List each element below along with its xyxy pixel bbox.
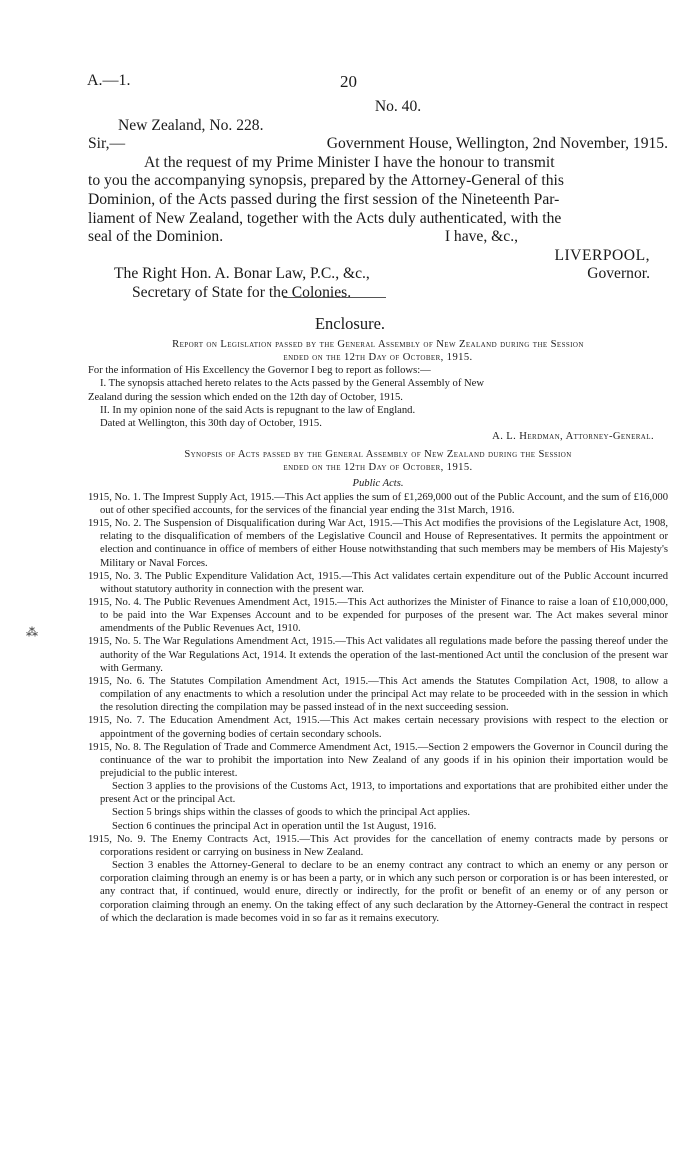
signatory-title: Governor. — [587, 265, 650, 283]
salutation: Sir,— — [88, 135, 126, 153]
report-dated: Dated at Wellington, this 30th day of October, 1915. — [100, 417, 322, 429]
report-point-cont: Zealand during the session which ended on the 12th day of October, 1915. — [88, 391, 403, 403]
salutation-row — [88, 135, 668, 154]
despatch-letter — [88, 98, 668, 303]
act-section: Section 3 applies to the provisions of the Customs Act, 1913, to importations and exportations that are prohibited either under the present Act or the principal Act. — [100, 781, 668, 806]
report-signature: A. L. Herdman, Attorney-General. — [492, 431, 654, 443]
addressee-row — [88, 265, 668, 284]
letter-body-line: Dominion, of the Acts passed during the first session of the Nineteenth Par- — [88, 190, 560, 208]
act-section: Section 5 brings ships within the classes of goods to which the principal Act applies. — [112, 807, 471, 819]
letter-body-line: At the request of my Prime Minister I have the honour to transmit — [144, 153, 555, 171]
section-divider — [283, 297, 386, 298]
act-entry: 1915, No. 4. The Public Revenues Amendment Act, 1915.—This Act authorizes the Minister of Finance to raise a loan of £10,000,000, to be paid into the War Expenses Account and to be expended for purposes of the present war. The Act makes several minor amendments of the Public Revenues Act, 1910. — [88, 596, 668, 635]
closing-row — [88, 228, 668, 247]
page-header-ref: A.—1. — [87, 72, 131, 89]
synopsis-title: Synopsis of Acts passed by the General Assembly of New Zealand during the Session — [184, 449, 572, 461]
despatch-number: No. 40. — [374, 98, 422, 115]
act-entry: 1915, No. 5. The War Regulations Amendment Act, 1915.—This Act validates all regulations made before the passing thereof under the authority of the War Regulations Act, 1914. It extends the operation of the last-mentioned Act until the conclusion of the present war with Germany. — [88, 636, 668, 674]
addressee-title: Secretary of State for the Colonies. — [132, 283, 352, 301]
act-section: Section 3 enables the Attorney-General to declare to be an enemy contract any contract to which an enemy or any person or corporation claiming through an enemy is or has been a party, or in which any such person or corporation is or has been interested, or any contract that, if continued, would enure, directly or indirectly, for the profit or benefit of an enemy or of any person or corporation claiming through an enemy. On the taking effect of any such declaration by the Attorney-General the contract in respect of which the declaration is made becomes void in so far as it remains executory. — [100, 860, 668, 924]
act-entry: 1915, No. 2. The Suspension of Disqualification during War Act, 1915.—This Act modifies the provisions of the Legislature Act, 1908, relating to the disqualification of members of the Legislative Council and House of Representatives. It permits the appointment or election and continuance in office of members of either House notwithstanding that such members may be members of His Majesty's Military or Naval Forces. — [88, 518, 668, 569]
enclosure-heading: Enclosure. — [314, 314, 386, 333]
act-entry: 1915, No. 9. The Enemy Contracts Act, 1915.—This Act provides for the cancellation of enemy contracts made by persons or corporations resident or carrying on business in New Zealand. — [88, 833, 668, 858]
act-entry: 1915, No. 7. The Education Amendment Act, 1915.—This Act makes certain necessary provisions with respect to the election or appointment of the governing bodies of certain secondary schools. — [88, 715, 668, 740]
despatch-origin: New Zealand, No. 228. — [118, 116, 264, 134]
report-point: I. The synopsis attached hereto relates to the Acts passed by the General Assembly of New — [100, 378, 485, 390]
signatory: LIVERPOOL, — [554, 246, 650, 264]
addressee: The Right Hon. A. Bonar Law, P.C., &c., — [114, 265, 370, 283]
letter-body-line: liament of New Zealand, together with the Acts duly authenticated, with the — [88, 209, 562, 227]
report-intro: For the information of His Excellency the Governor I beg to report as follows:— — [88, 365, 431, 377]
synopsis-title-cont: ended on the 12th Day of October, 1915. — [283, 462, 473, 474]
act-entry: 1915, No. 3. The Public Expenditure Validation Act, 1915.—This Act validates certain expenditure out of the Public Account incurred without statutory authority in connection with the present war. — [88, 570, 668, 595]
page-number: 20 — [340, 72, 357, 91]
act-entry: 1915, No. 1. The Imprest Supply Act, 1915.—This Act applies the sum of £1,269,000 out of the Public Account, and the sum of £16,000 out of other specified accounts, for the services of the financial year ending the 31st March, 1916. — [88, 491, 668, 516]
report-title: Report on Legislation passed by the General Assembly of New Zealand during the Session — [172, 339, 584, 350]
closing: I have, &c., — [444, 228, 518, 246]
act-entry: 1915, No. 8. The Regulation of Trade and Commerce Amendment Act, 1915.—Section 2 empowers the Governor in Council during the continuance of the war to prohibit the importation into New Zealand of any goods if in his opinion their importation would be prejudicial to the public interest. — [88, 741, 668, 779]
letter-body-line: seal of the Dominion. — [88, 228, 224, 246]
report-title-cont: ended on the 12th Day of October, 1915. — [283, 352, 473, 364]
public-acts-heading: Public Acts. — [352, 477, 404, 489]
act-entry: 1915, No. 6. The Statutes Compilation Amendment Act, 1915.—This Act amends the Statutes Compilation Act, 1908, to allow a compilation of any enactments to which a resolution under the principal Act may relate to be proceeded with in the session in which the resolution directing the compilation may be passed instead of in the next succeeding session. — [88, 675, 668, 714]
report-point: II. In my opinion none of the said Acts is repugnant to the law of England. — [100, 404, 416, 416]
place-date: Government House, Wellington, 2nd November, 1915. — [326, 135, 668, 153]
letter-body-line: to you the accompanying synopsis, prepared by the Attorney-General of this — [88, 172, 564, 190]
margin-mark-icon: ⁂ — [26, 625, 38, 639]
enclosure-body — [88, 338, 668, 925]
act-section: Section 6 continues the principal Act in operation until the 1st August, 1916. — [112, 820, 437, 832]
